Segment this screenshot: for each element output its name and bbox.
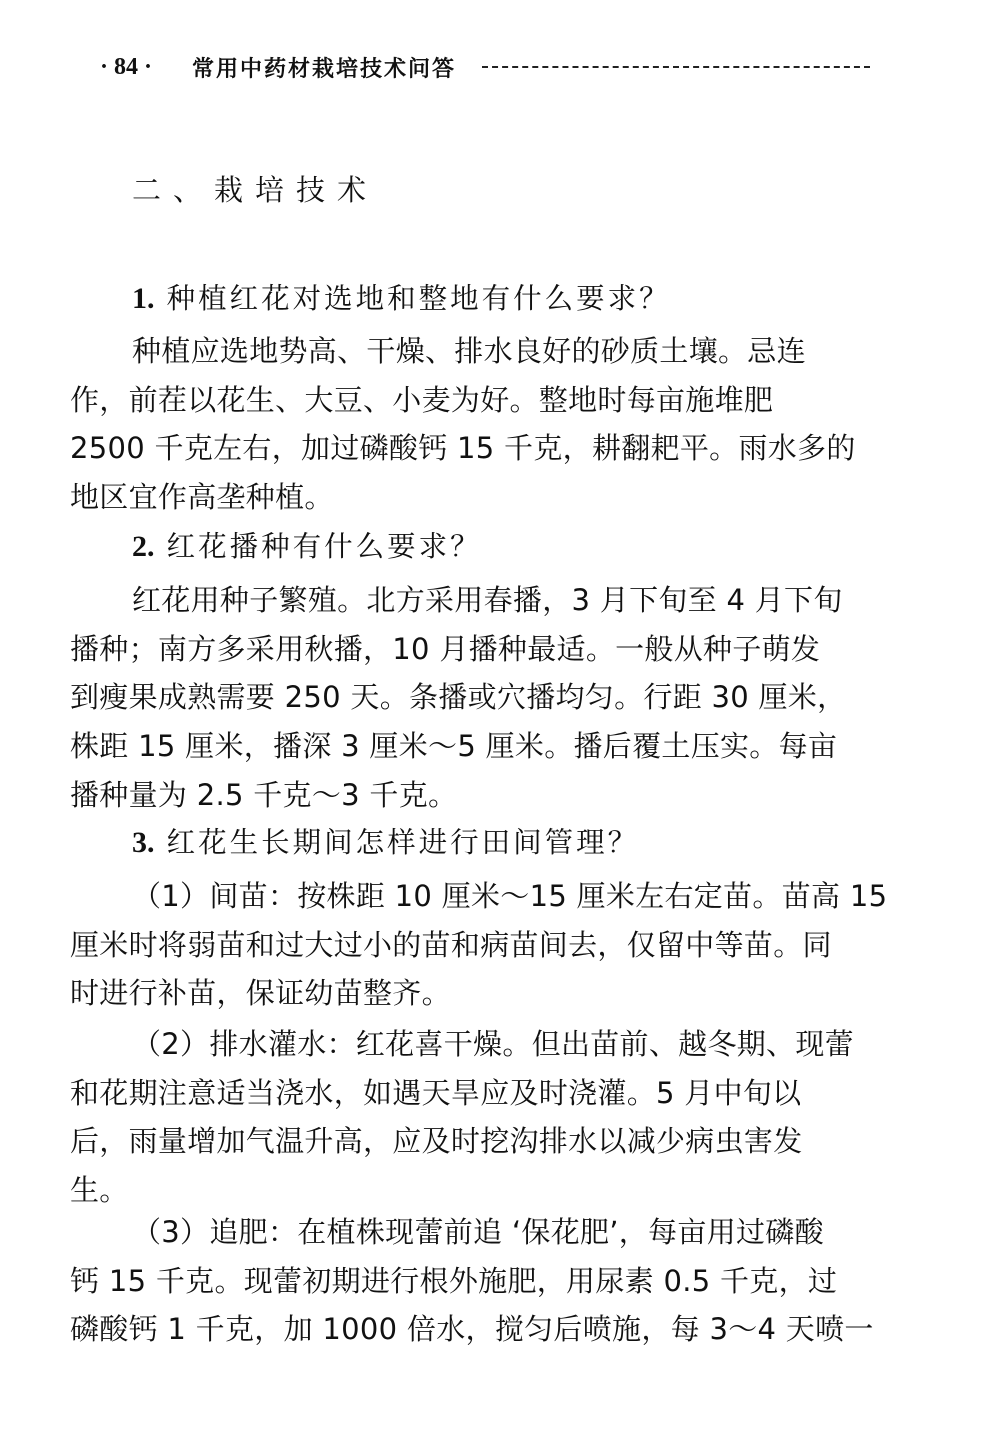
answer-line: 株距 15 厘米，播深 3 厘米～5 厘米。播后覆土压实。每亩: [70, 729, 838, 764]
answer-line: 生。: [70, 1173, 129, 1208]
answer-line: 2500 千克左右，加过磷酸钙 15 千克，耕翻耙平。雨水多的: [70, 431, 856, 466]
answer-line: 作，前茬以花生、大豆、小麦为好。整地时每亩施堆肥: [70, 382, 774, 417]
answer-line: 厘米时将弱苗和过大过小的苗和病苗间去，仅留中等苗。同: [70, 927, 832, 962]
answer-3-item-2: [70, 1020, 898, 1215]
question-1-heading: [132, 276, 671, 317]
question-3-number: 3.: [132, 826, 155, 859]
answer-line: 磷酸钙 1 千克，加 1000 倍水，搅匀后喷施，每 3～4 天喷一: [70, 1312, 874, 1347]
question-3-heading: [132, 820, 639, 861]
header-rule: [482, 66, 870, 68]
answer-1: [70, 327, 898, 522]
answer-3-item-3: [70, 1208, 898, 1354]
answer-line: 播种量为 2.5 千克～3 千克。: [70, 777, 458, 812]
answer-line: 播种；南方多采用秋播，10 月播种最适。一般从种子萌发: [70, 631, 821, 666]
section-title: 二、栽培技术: [132, 173, 379, 207]
page-header: [100, 50, 870, 84]
answer-line: （1）间苗：按株距 10 厘米～15 厘米左右定苗。苗高 15: [132, 879, 888, 913]
answer-line: 红花用种子繁殖。北方采用春播，3 月下旬至 4 月下旬: [132, 583, 843, 617]
answer-3-item-1: [70, 872, 898, 1018]
question-1-text: 种植红花对选地和整地有什么要求？: [166, 282, 671, 315]
answer-line: 钙 15 千克。现蕾初期进行根外施肥，用尿素 0.5 千克，过: [70, 1263, 838, 1298]
answer-2: [70, 576, 898, 819]
question-1-number: 1.: [132, 282, 155, 315]
page-number: · 84 ·: [100, 53, 153, 80]
question-3-text: 红花生长期间怎样进行田间管理？: [166, 826, 640, 859]
answer-line: 时进行补苗，保证幼苗整齐。: [70, 976, 451, 1011]
question-2-heading: [132, 524, 482, 565]
answer-line: 后，雨量增加气温升高，应及时挖沟排水以减少病虫害发: [70, 1124, 803, 1159]
answer-line: 到瘦果成熟需要 250 天。条播或穴播均匀。行距 30 厘米，: [70, 680, 847, 715]
answer-line: 种植应选地势高、干燥、排水良好的砂质土壤。忌连: [132, 334, 806, 368]
answer-line: 地区宜作高垄种植。: [70, 480, 334, 515]
answer-line: （2）排水灌水：红花喜干燥。但出苗前、越冬期、现蕾: [132, 1027, 854, 1061]
book-title: 常用中药材栽培技术问答: [192, 55, 457, 82]
answer-line: （3）追肥：在植株现蕾前追 ‘保花肥’，每亩用过磷酸: [132, 1215, 824, 1249]
question-2-number: 2.: [132, 530, 155, 563]
question-2-text: 红花播种有什么要求？: [166, 530, 482, 563]
answer-line: 和花期注意适当浇水，如遇天旱应及时浇灌。5 月中旬以: [70, 1075, 802, 1110]
